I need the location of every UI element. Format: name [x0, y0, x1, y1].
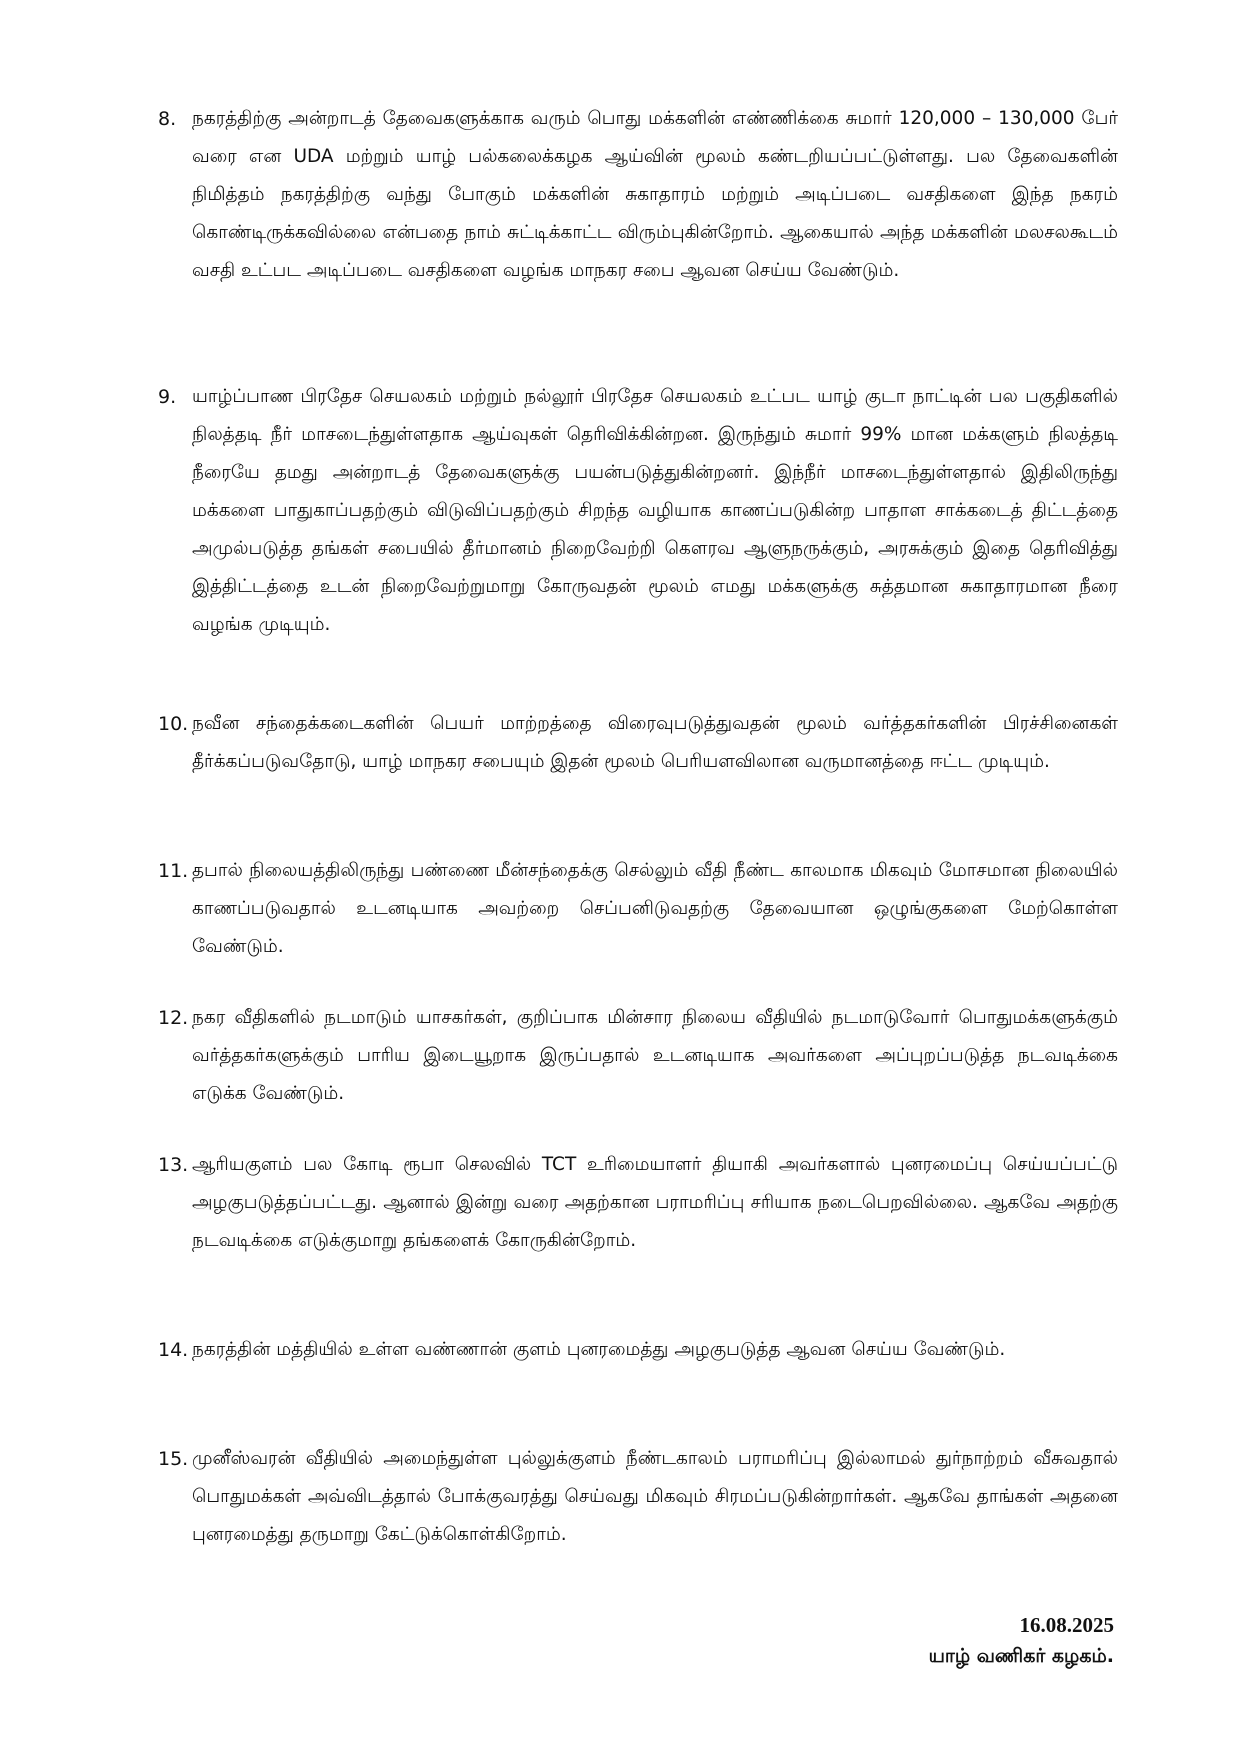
list-item-12: [158, 999, 1118, 1113]
list-item-11: [158, 852, 1118, 966]
list-item-8: [158, 100, 1118, 290]
item-text: நகரத்தின் மத்தியில் உள்ள வண்ணான் குளம் புனரமைத்து அழகுபடுத்த ஆவன செய்ய வேண்டும்.: [192, 1339, 1006, 1360]
list-item-13: [158, 1146, 1118, 1260]
item-text: முனீஸ்வரன் வீதியில் அமைந்துள்ள புல்லுக்குளம் நீண்டகாலம் பராமரிப்பு இல்லாமல் துர்நாற்றம் வீசுவதால் பொதுமக்கள் அவ்விடத்தால் போக்குவரத்து செய்வது மிகவும் சிரமப்படுகின்றார்கள். ஆகவே தாங்கள் அதனை புனரமைத்து தருமாறு கேட்டுக்கொள்கிறோம்.: [192, 1448, 1118, 1545]
item-number: 9.: [158, 386, 177, 408]
item-number: 14.: [158, 1339, 189, 1361]
list-item-15: [158, 1440, 1118, 1554]
signature-organization: யாழ் வணிகர் கழகம்.: [928, 1645, 1114, 1667]
item-number: 8.: [158, 108, 177, 130]
item-number: 10.: [158, 713, 189, 735]
item-number: 15.: [158, 1448, 189, 1470]
item-text: நகர வீதிகளில் நடமாடும் யாசகர்கள், குறிப்பாக மின்சார நிலைய வீதியில் நடமாடுவோர் பொதுமக்களுக்கும் வர்த்தகர்களுக்கும் பாரிய இடையூறாக இருப்பதால் உடனடியாக அவர்களை அப்புறப்படுத்த நடவடிக்கை எடுக்க வேண்டும்.: [192, 1007, 1118, 1104]
item-text: நகரத்திற்கு அன்றாடத் தேவைகளுக்காக வரும் பொது மக்களின் எண்ணிக்கை சுமார் 120,000 – 130,000 பேர் வரை என UDA மற்றும் யாழ் பல்கலைக்கழக ஆய்வின் மூலம் கண்டறியப்பட்டுள்ளது. பல தேவைகளின் நிமித்தம் நகரத்திற்கு வந்து போகும் மக்களின் சுகாதாரம் மற்றும் அடிப்படை வசதிகளை இந்த நகரம் கொண்டிருக்கவில்லை என்பதை நாம் சுட்டிக்காட்ட விரும்புகின்றோம். ஆகையால் அந்த மக்களின் மலசலகூடம் வசதி உட்பட அடிப்படை வசதிகளை வழங்க மாநகர சபை ஆவன செய்ய வேண்டும்.: [192, 108, 1118, 281]
signature-date: 16.08.2025: [1019, 1613, 1114, 1637]
item-number: 11.: [158, 860, 189, 882]
item-text: யாழ்ப்பாண பிரதேச செயலகம் மற்றும் நல்லூர் பிரதேச செயலகம் உட்பட யாழ் குடா நாட்டின் பல பகுதிகளில் நிலத்தடி நீர் மாசடைந்துள்ளதாக ஆய்வுகள் தெரிவிக்கின்றன. இருந்தும் சுமார் 99% மான மக்களும் நிலத்தடி நீரையே தமது அன்றாடத் தேவைகளுக்கு பயன்படுத்துகின்றனர். இந்நீர் மாசடைந்துள்ளதால் இதிலிருந்து மக்களை பாதுகாப்பதற்கும் விடுவிப்பதற்கும் சிறந்த வழியாக காணப்படுகின்ற பாதாள சாக்கடைத் திட்டத்தை அமுல்படுத்த தங்கள் சபையில் தீர்மானம் நிறைவேற்றி கௌரவ ஆளுநருக்கும், அரசுக்கும் இதை தெரிவித்து இத்திட்டத்தை உடன் நிறைவேற்றுமாறு கோருவதன் மூலம் எமது மக்களுக்கு சுத்தமான சுகாதாரமான நீரை வழங்க முடியும்.: [192, 386, 1118, 635]
item-number: 13.: [158, 1154, 189, 1176]
item-text: ஆரியகுளம் பல கோடி ரூபா செலவில் TCT உரிமையாளர் தியாகி அவர்களால் புனரமைப்பு செய்யப்பட்டு அழகுபடுத்தப்பட்டது. ஆனால் இன்று வரை அதற்கான பராமரிப்பு சரியாக நடைபெறவில்லை. ஆகவே அதற்கு நடவடிக்கை எடுக்குமாறு தங்களைக் கோருகின்றோம்.: [192, 1154, 1118, 1251]
item-number: 12.: [158, 1007, 189, 1029]
item-text: நவீன சந்தைக்கடைகளின் பெயர் மாற்றத்தை விரைவுபடுத்துவதன் மூலம் வர்த்தகர்களின் பிரச்சினைகள் தீர்க்கப்படுவதோடு, யாழ் மாநகர சபையும் இதன் மூலம் பெரியளவிலான வருமானத்தை ஈட்ட முடியும்.: [192, 713, 1118, 772]
list-item-10: [158, 705, 1118, 781]
item-text: தபால் நிலையத்திலிருந்து பண்ணை மீன்சந்தைக்கு செல்லும் வீதி நீண்ட காலமாக மிகவும் மோசமான நிலையில் காணப்படுவதால் உடனடியாக அவற்றை செப்பனிடுவதற்கு தேவையான ஒழுங்குகளை மேற்கொள்ள வேண்டும்.: [192, 860, 1118, 957]
list-item-14: [158, 1331, 1118, 1369]
signature-block: [929, 1610, 1114, 1672]
list-item-9: [158, 378, 1118, 644]
